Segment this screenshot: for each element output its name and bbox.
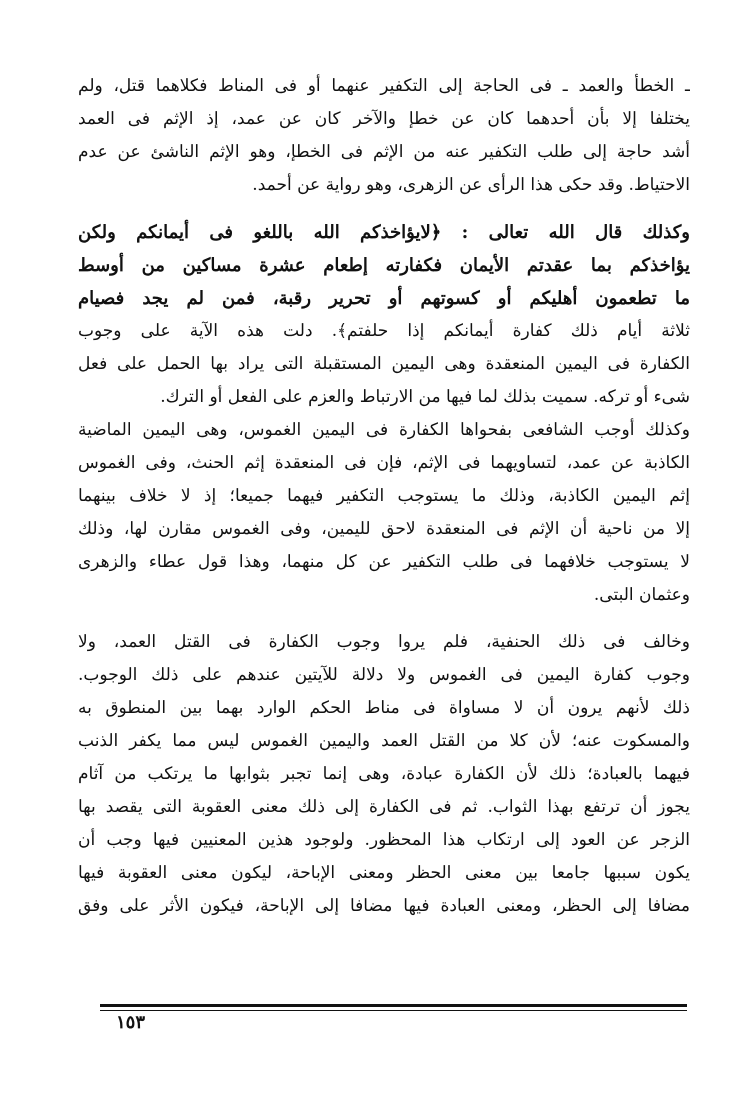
- text-line: إثم اليمين الكاذبة، وذلك ما يستوجب التكفير فيهما جميعا؛ إذ لا خلاف بينهما: [78, 486, 690, 506]
- text-line: وخالف فى ذلك الحنفية، فلم يروا وجوب الكفارة فى القتل العمد، ولا: [78, 632, 690, 652]
- text-line: فيهما بالعبادة؛ ذلك لأن الكفارة عبادة، وهى إنما تجبر بثوابها ما يرتكب من آثام: [78, 764, 690, 784]
- text-line: الاحتياط. وقد حكى هذا الرأى عن الزهرى، وهو رواية عن أحمد.: [252, 175, 690, 195]
- text-line: أشد حاجة إلى طلب التكفير عنه من الإثم فى الخطإ، وهو الإثم الناشئ عن عدم: [78, 142, 690, 162]
- text-line: وكذلك أوجب الشافعى بفحواها الكفارة فى اليمين الغموس، وهى اليمين الماضية: [78, 420, 690, 440]
- body-text: [78, 70, 690, 923]
- paragraph-2: [78, 216, 690, 414]
- quran-verse-line: ما تطعمون أهليكم أو كسوتهم أو تحرير رقبة، فمن لم يجد فصيام: [78, 288, 690, 309]
- text-line: والمسكوت عنه؛ لأن كلا من القتل العمد واليمين الغموس ليس مما يكفر الذنب: [78, 731, 690, 751]
- text-line: يكون سببها جامعا بين معنى الحظر ومعنى الإباحة، ليكون معنى العقوبة فيها: [78, 863, 690, 883]
- paragraph-3: [78, 414, 690, 612]
- text-line: وعثمان البتى.: [593, 585, 690, 605]
- text-line: الزجر عن العود إلى ارتكاب هذا المحظور. ولوجود هذين المعنيين فيها وجب أن: [78, 830, 690, 850]
- text-line: الكفارة فى اليمين المنعقدة وهى اليمين المستقبلة التى يراد بها الحمل على فعل: [78, 354, 690, 374]
- text-line: يجوز أن ترتفع بهذا الثواب. ثم فى الكفارة إلى ذلك معنى العقوبة التى يقصد بها: [78, 797, 690, 817]
- footer-rule-thick: [100, 1004, 687, 1007]
- text-line: ثلاثة أيام ذلك كفارة أيمانكم إذا حلفتم﴾. دلت هذه الآية على وجوب: [78, 321, 690, 341]
- paragraph-1: [78, 70, 690, 202]
- quran-verse-line: يؤاخذكم بما عقدتم الأيمان فكفارته إطعام عشرة مساكين من أوسط: [78, 255, 690, 276]
- text-line: شىء أو تركه. سميت بذلك لما فيها من الارتباط والعزم على الفعل أو الترك.: [160, 387, 690, 407]
- footer-rule-thin: [100, 1010, 687, 1011]
- page-number: ١٥٣: [116, 1012, 146, 1033]
- text-line: وجوب كفارة اليمين فى الغموس ولا دلالة للآيتين عندهم على ذلك الوجوب.: [78, 665, 690, 685]
- text-line: يختلفا إلا بأن أحدهما كان عن خطإ والآخر كان عن عمد، إذ الإثم فى العمد: [78, 109, 690, 129]
- paragraph-4: [78, 626, 690, 923]
- text-line: الكاذبة عن عمد، لتساويهما فى الإثم، فإن فى المنعقدة إثم الحنث، وفى الغموس: [78, 453, 690, 473]
- text-line: مضافا إلى الحظر، ومعنى العبادة فيها مضافا إلى الإباحة، فيكون الأثر على وفق: [78, 896, 690, 916]
- text-line: ـ الخطأ والعمد ـ فى الحاجة إلى التكفير عنهما أو فى المناط فكلاهما قتل، ولم: [78, 76, 690, 96]
- quran-verse-line: وكذلك قال الله تعالى : ﴿لايؤاخذكم الله باللغو فى أيمانكم ولكن: [78, 222, 690, 243]
- text-line: ذلك لأنهم يرون أن لا مساواة فى مناط الحكم الوارد بهما بين المنطوق به: [78, 698, 690, 718]
- text-line: لا يستوجب خلافهما فى طلب التكفير عن كل منهما، وهذا قول عطاء والزهرى: [78, 552, 690, 572]
- text-line: إلا من ناحية أن الإثم فى المنعقدة لاحق لليمين، وفى الغموس مقارن لها، وذلك: [78, 519, 690, 539]
